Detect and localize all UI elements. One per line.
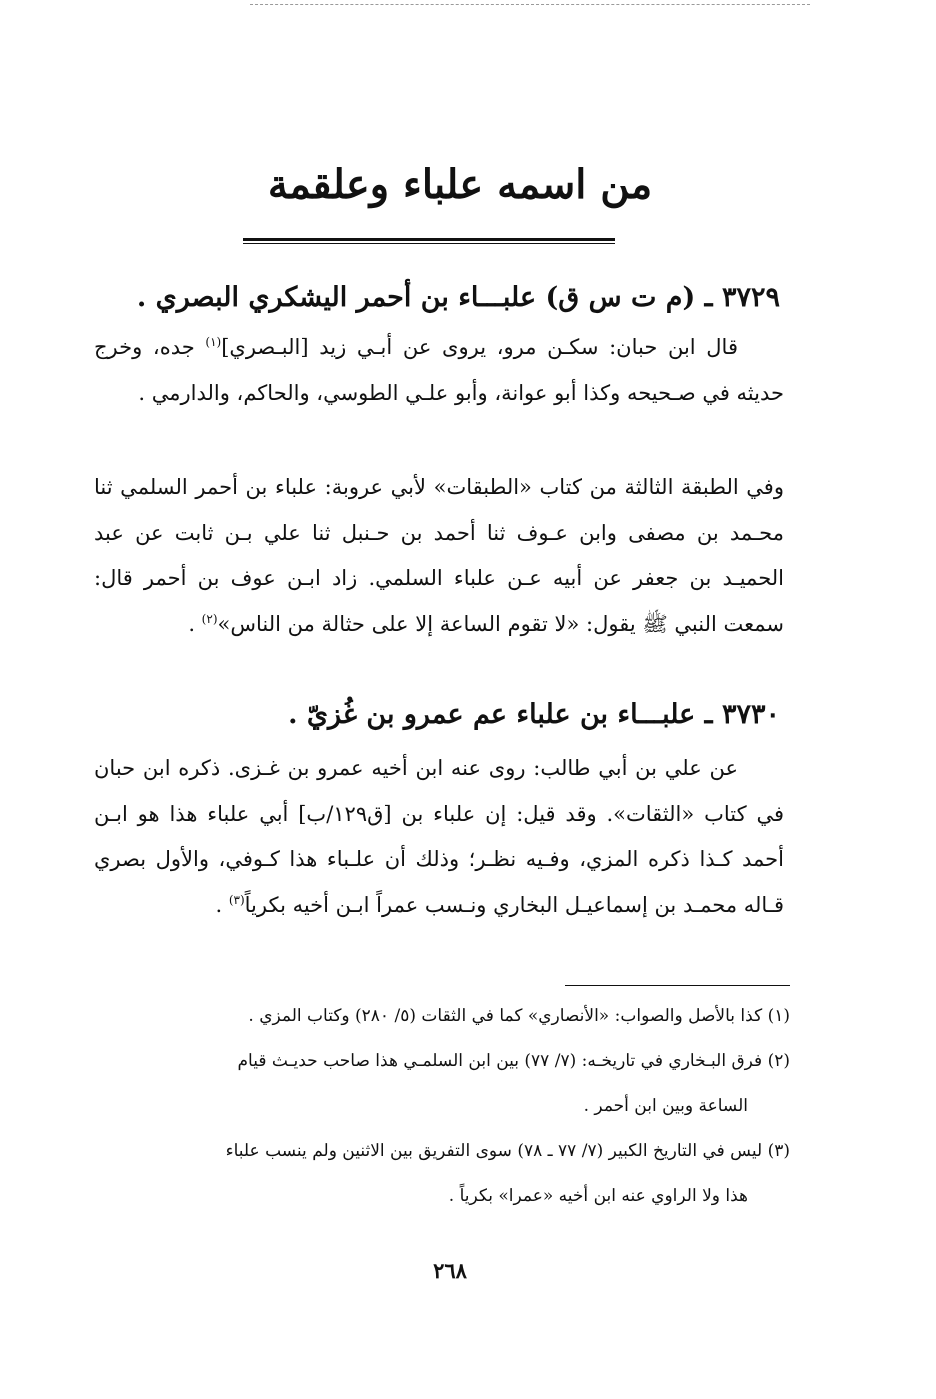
footnote-2 [100,1040,790,1083]
footnote-1 [100,995,790,1038]
paragraph-text: قال ابن حبان: سكـن مرو، يروى عن أبـي زيد [البـصري] [221,335,738,359]
paragraph-text: . [188,611,202,636]
entry-heading-3730: ٣٧٣٠ ـ علبـــاء بن علباء عم عمرو بن غُزيّ . [288,699,780,730]
paragraph-text: . [215,892,229,917]
paragraph-text: عن علي بن أبي طالب: روى عنه ابن أخيه عمرو بن غـزى. ذكره ابن حبان في كتاب «الثقات». وقد قيل: إن علباء بن [ق١٢٩/ب] أبي علباء هذا هو ابـن أحمد كـذا ذكره المزي، وفـيه نظـر؛ وذلك أن علـباء هذا كـوفي، والأول بصري قـاله محمـد بن إسماعيـل البخاري ونـسب عمراً ابـن أخيه بكرياً [94,756,784,917]
footnote-3-continuation: هذا ولا الراوي عنه ابن أخيه «عمرا» بكرياً . [448,1186,748,1206]
footnote-3 [100,1130,790,1173]
footnote-2-continuation: الساعة وبين ابن أحمر . [583,1096,748,1116]
footnotes [100,995,790,1220]
footnote-number: (١) [767,1006,790,1026]
footnote-text: فرق البـخاري في تاريخـه: (٧/ ٧٧) بين ابن السلمـي هذا صاحب حديـث قيام [237,1051,763,1071]
entry-3729-paragraph-1 [94,325,784,416]
footnote-number: (٢) [767,1051,790,1071]
footnote-marker: (٣) [228,892,245,907]
paragraph-text: جده، وخرج حديثه في صـحيحه وكذا أبو عوانة، وأبو علـي الطوسي، والحاكم، والدارمي . [94,335,784,405]
entry-3730-paragraph-1 [94,746,784,928]
footnote-text: ليس في التاريخ الكبير (٧/ ٧٧ ـ ٧٨) سوى التفريق بين الاثنين ولم ينسب علباء [225,1141,763,1161]
top-border-rule [250,4,810,5]
paragraph-text: وفي الطبقة الثالثة من كتاب «الطبقات» لأبي عروبة: علباء بن أحمر السلمي ثنا محـمد بن مصفى وابن عـوف ثنا أحمد بن حـنبل ثنا علي بـن ثابت عن عبد الحميـد بن جعفر عن أبيه عـن علباء السلمي. زاد ابـن عوف بن أحمر قال: سمعت النبي ﷺ يقول: «لا تقوم الساعة إلا على حثالة من الناس» [94,475,784,636]
footnote-number: (٣) [767,1141,790,1161]
footnote-text: كذا بالأصل والصواب: «الأنصاري» كما في الثقات (٥/ ٢٨٠) وكتاب المزي . [248,1006,763,1026]
entry-heading-3729: ٣٧٢٩ ـ (م ت س ق) علبـــاء بن أحمر اليشكري البصري . [136,282,780,313]
footnote-marker: (٢) [201,611,218,626]
footnote-marker: (١) [205,335,222,349]
entry-3729-paragraph-2 [94,465,784,647]
footnote-separator [565,985,790,986]
chapter-title: من اسمه علباء وعلقمة [267,161,653,208]
title-underline [243,238,615,244]
page-number: ٢٦٨ [433,1258,467,1283]
